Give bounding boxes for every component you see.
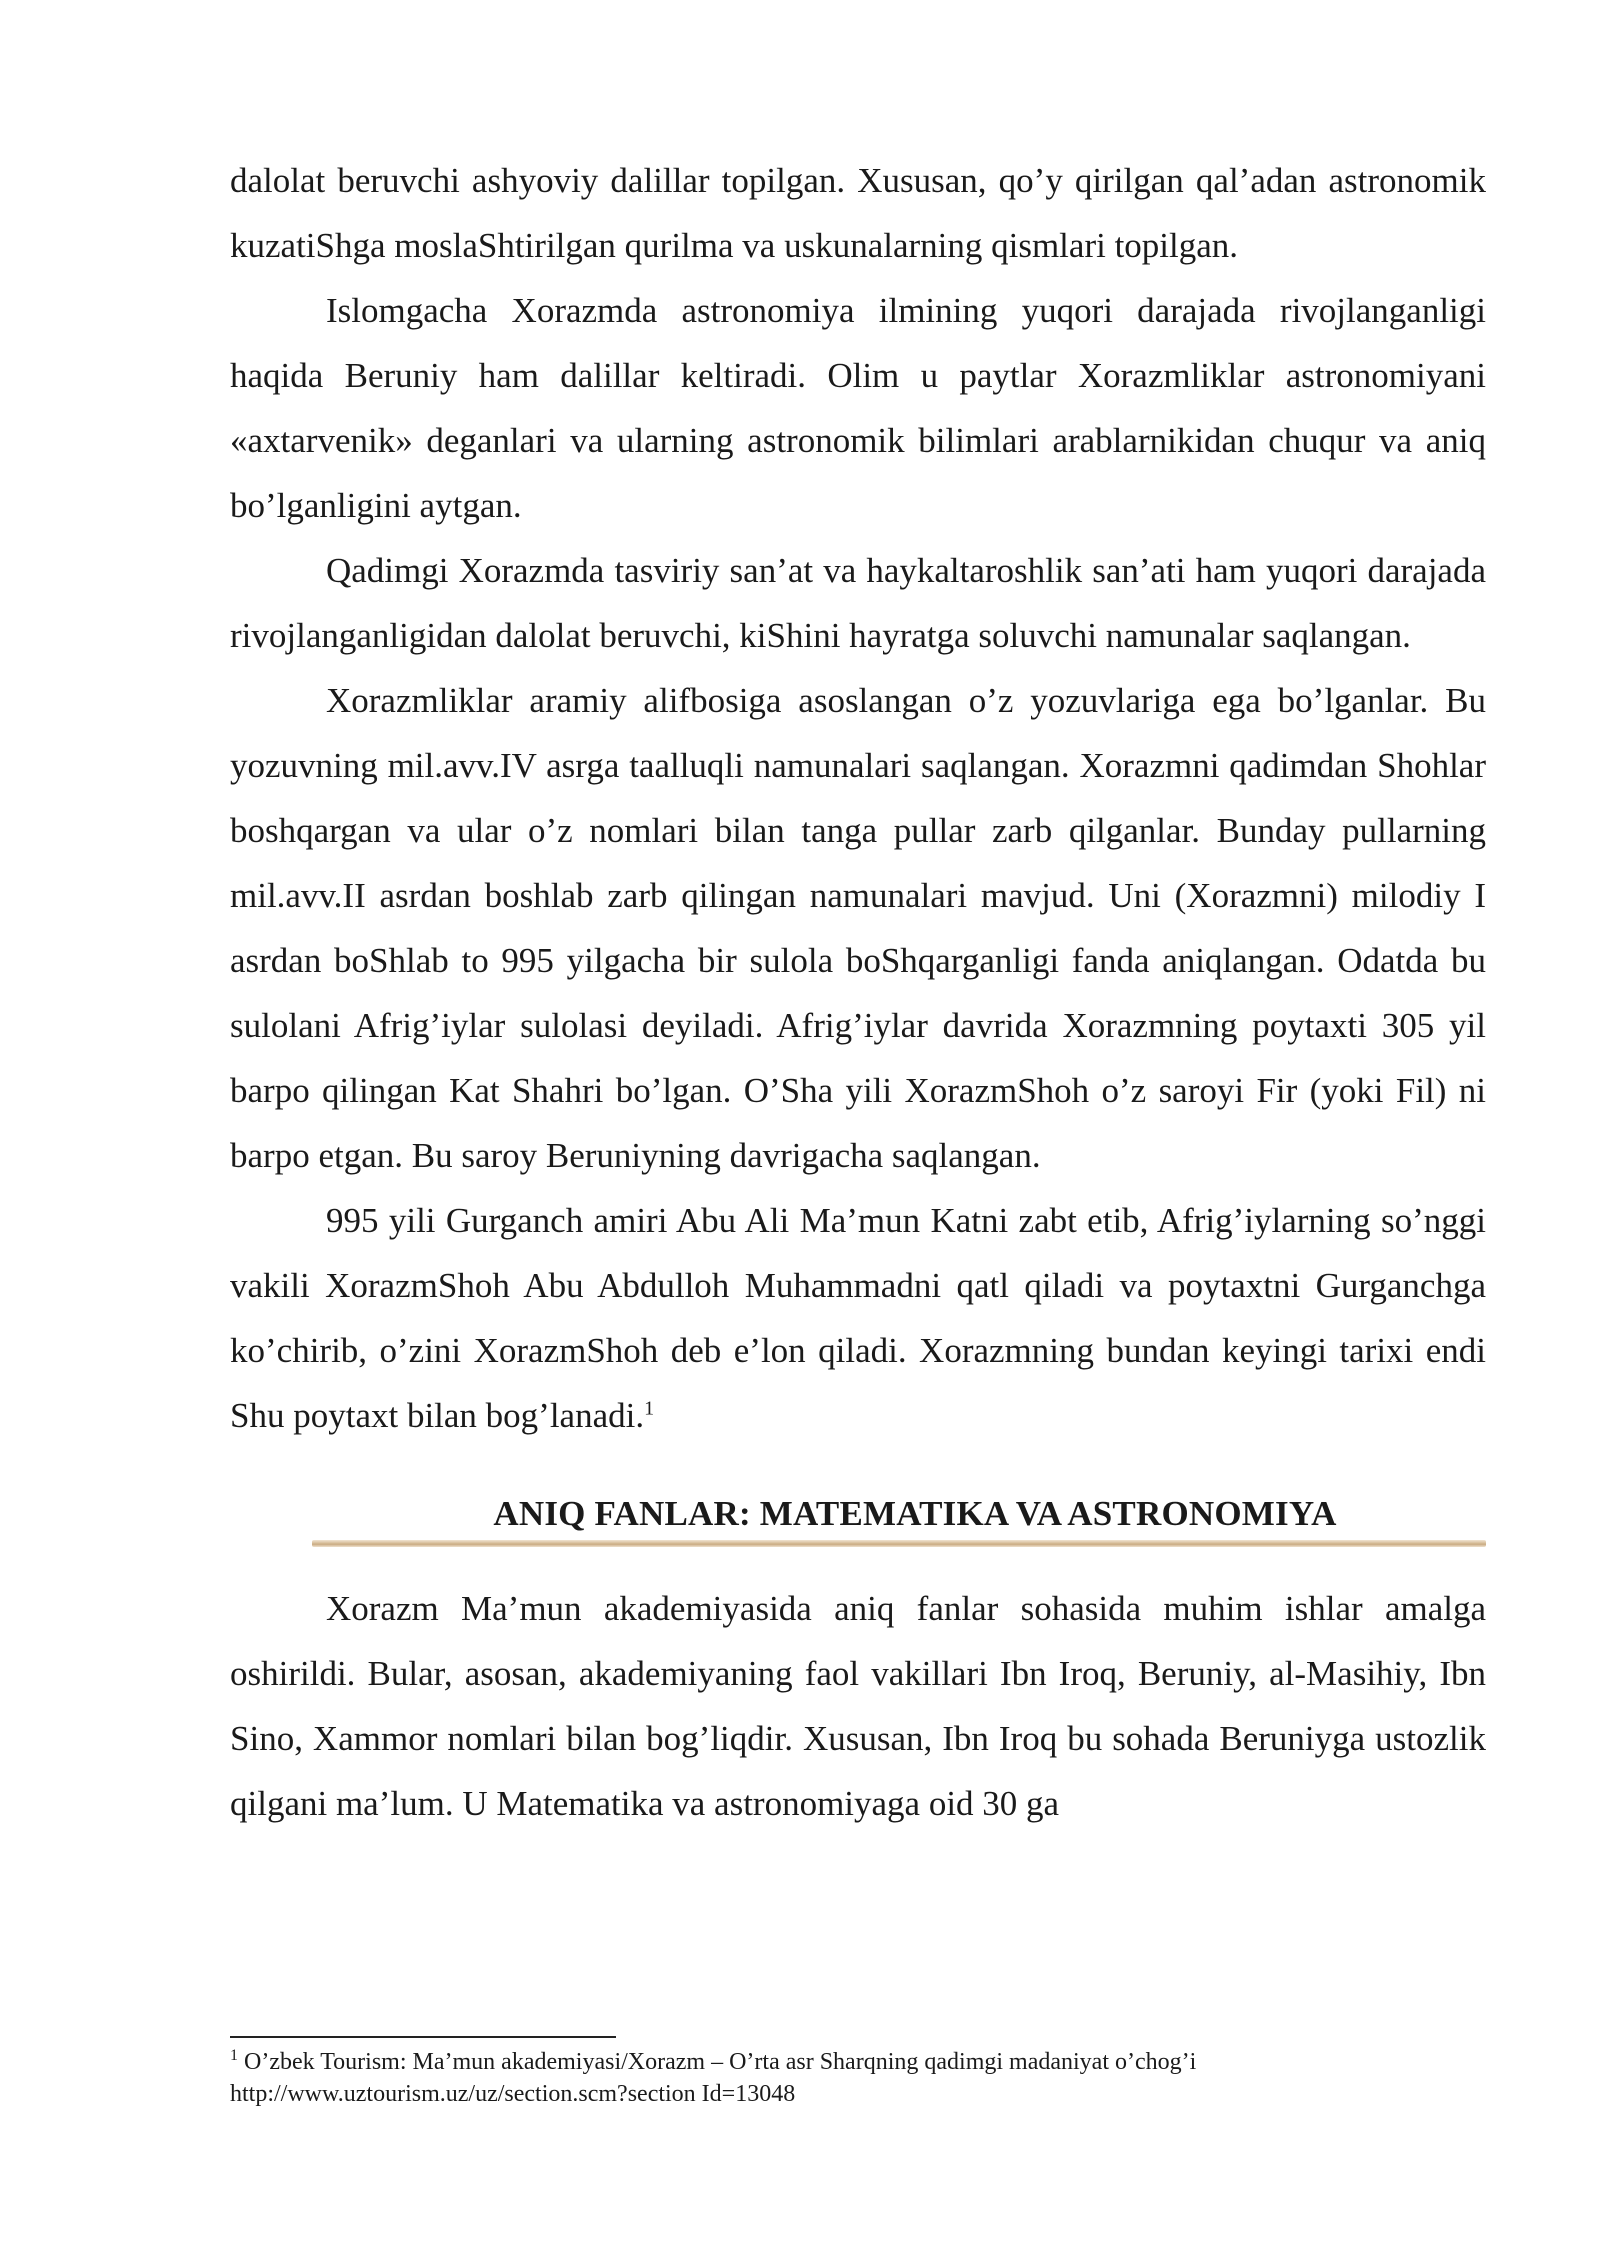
footnote: [230, 2046, 1486, 2110]
heading-underline-rule: [312, 1540, 1486, 1547]
paragraph-art: Qadimgi Xorazmda tasviriy san’at va haykaltaroshlik san’ati ham yuqori darajada rivojlanganligidan dalolat beruvchi, kiShini hayratga soluvchi namunalar saqlangan.: [230, 551, 1486, 655]
section-heading: ANIQ FANLAR: MATEMATIKA VA ASTRONOMIYA: [493, 1494, 1337, 1533]
page-body: [230, 148, 1486, 1836]
footnote-reference[interactable]: 1: [644, 1397, 655, 1420]
footnote-url[interactable]: http://www.uztourism.uz/uz/section.scm?section Id=13048: [230, 2081, 796, 2107]
footnote-number: 1: [230, 2047, 238, 2064]
section-heading-block: [230, 1488, 1486, 1576]
footnote-source-text: O’zbek Tourism: Ma’mun akademiyasi/Xorazm – O’rta asr Sharqning qadimgi madaniyat o’chog’i: [244, 2049, 1197, 2075]
footnote-separator: [230, 2036, 616, 2038]
paragraph-exact-sciences: Xorazm Ma’mun akademiyasida aniq fanlar sohasida muhim ishlar amalga oshirildi. Bular, asosan, akademiyaning faol vakillari Ibn Iroq, Beruniy, al-Masihiy, Ibn Sino, Xammor nomlari bilan bog’liqdir. Xususan, Ibn Iroq bu sohada Beruniyga ustozlik qilgani ma’lum. U Matematika va astronomiyaga oid 30 ga: [230, 1589, 1486, 1823]
paragraph-continuation: dalolat beruvchi ashyoviy dalillar topilgan. Xususan, qo’y qirilgan qal’adan astronomik kuzatiShga moslaShtirilgan qurilma va uskunalarning qismlari topilgan.: [230, 161, 1486, 265]
paragraph-writing: Xorazmliklar aramiy alifbosiga asoslangan o’z yozuvlariga ega bo’lganlar. Bu yozuvning mil.avv.IV asrga taalluqli namunalari saqlangan. Xorazmni qadimdan Shohlar boshqargan va ular o’z nomlari bilan tanga pullar zarb qilganlar. Bunday pullarning mil.avv.II asrdan boshlab zarb qilingan namunalari mavjud. Uni (Xorazmni) milodiy I asrdan boShlab to 995 yilgacha bir sulola boShqarganligi fanda aniqlangan. Odatda bu sulolani Afrig’iylar sulolasi deyiladi. Afrig’iylar davrida Xorazmning poytaxti 305 yil barpo qilingan Kat Shahri bo’lgan. O’Sha yili XorazmShoh o’z saroyi Fir (yoki Fil) ni barpo etgan. Bu saroy Beruniyning davrigacha saqlangan.: [230, 681, 1486, 1175]
paragraph-gurganch: [230, 1188, 1486, 1448]
paragraph-gurganch-text: 995 yili Gurganch amiri Abu Ali Ma’mun Katni zabt etib, Afrig’iylarning so’nggi vakili XorazmShoh Abu Abdulloh Muhammadni qatl qiladi va poytaxtni Gurganchga ko’chirib, o’zini XorazmShoh deb e’lon qiladi. Xorazmning bundan keyingi tarixi endi Shu poytaxt bilan bog’lanadi.: [230, 1201, 1486, 1435]
paragraph-astronomy: Islomgacha Xorazmda astronomiya ilmining yuqori darajada rivojlanganligi haqida Beruniy ham dalillar keltiradi. Olim u paytlar Xorazmliklar astronomiyani «axtarvenik» deganlari va ularning astronomik bilimlari arablarnikidan chuqur va aniq bo’lganligini aytgan.: [230, 291, 1486, 525]
